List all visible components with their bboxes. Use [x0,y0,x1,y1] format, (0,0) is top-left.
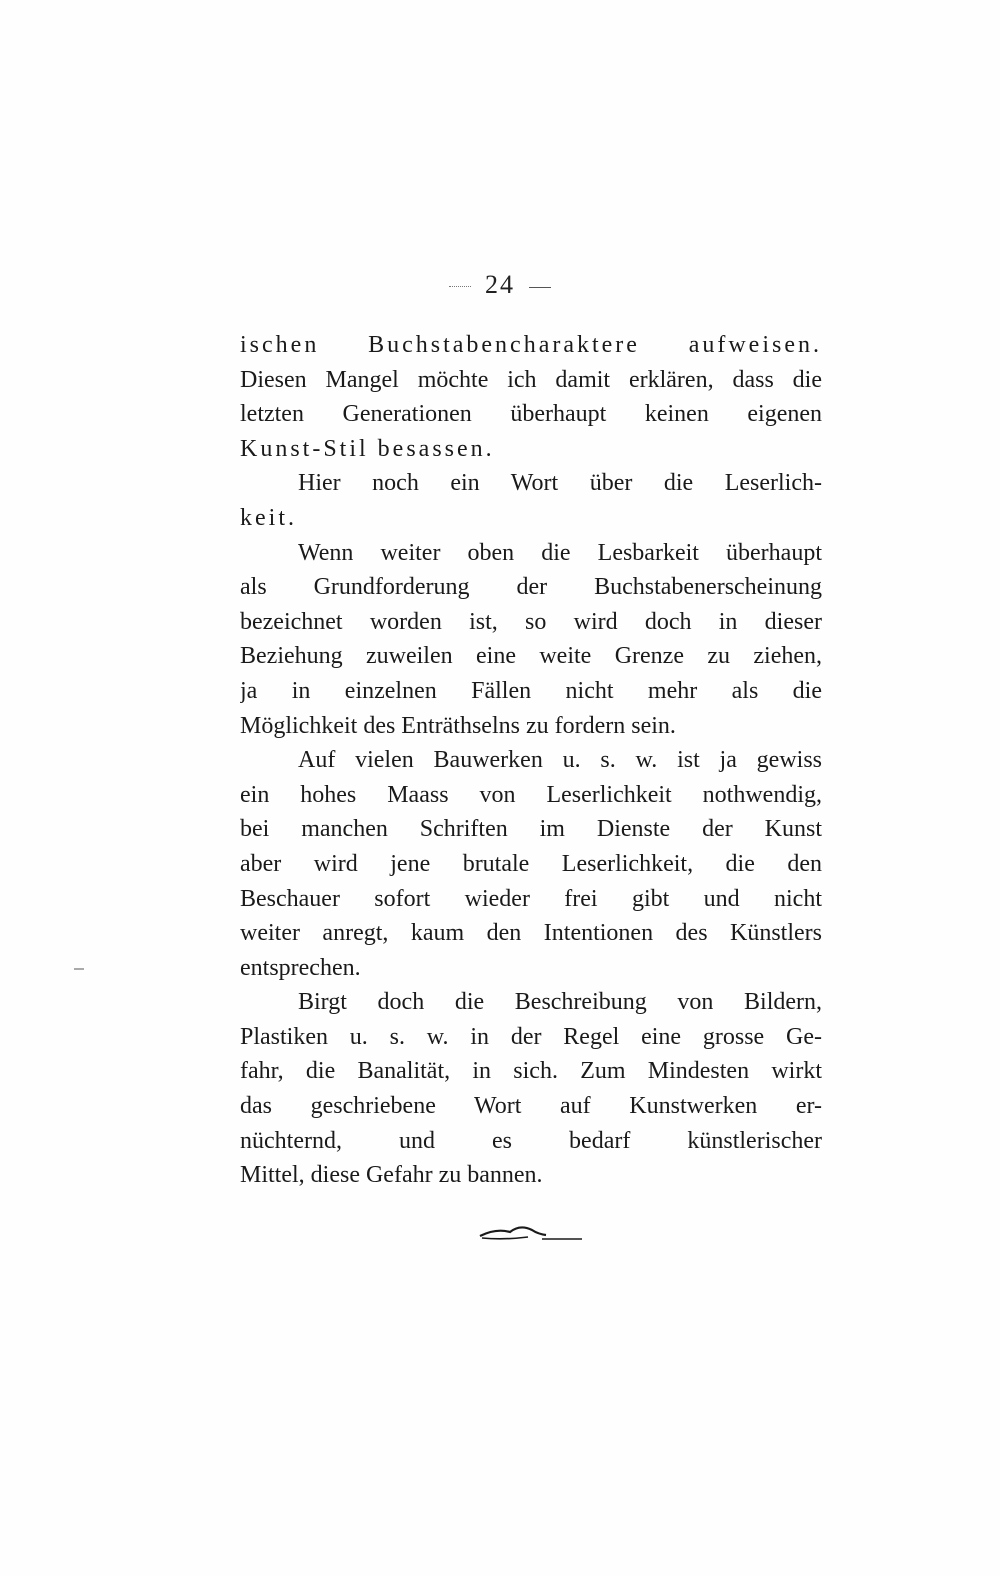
text-line: das geschriebene Wort auf Kunstwerken er- [240,1093,822,1120]
text-line: bei manchen Schriften im Dienste der Kunst [240,816,822,843]
text-line: Beschauer sofort wieder frei gibt und nicht [240,885,822,912]
text-line: Mittel, diese Gefahr zu bannen. [240,1162,543,1189]
text-line: aber wird jene brutale Leserlichkeit, die den [240,850,822,877]
text-line: ein hohes Maass von Leserlichkeit nothwendig, [240,781,822,808]
text-line: Beziehung zuweilen eine weite Grenze zu ziehen, [240,643,822,670]
body-text [240,328,822,1193]
text-line: Hier noch ein Wort über die Leserlich- [298,470,822,497]
margin-speck [74,968,84,970]
text-line: Auf vielen Bauwerken u. s. w. ist ja gewiss [298,747,822,774]
text-line: letzten Generationen überhaupt keinen eigenen [240,401,822,428]
text-line: Plastiken u. s. w. in der Regel eine grosse Ge- [240,1023,822,1050]
left-dash-ornament [449,286,471,288]
text-line: ischen Buchstabencharaktere aufweisen. [240,332,822,358]
text-line: entsprechen. [240,954,361,981]
text-line: ja in einzelnen Fällen nicht mehr als die [240,677,822,704]
text-line: Möglichkeit des Enträthselns zu fordern sein. [240,712,676,739]
end-ornament-icon [476,1218,586,1246]
text-line: Diesen Mangel möchte ich damit erklären, dass die [240,366,822,393]
text-line: keit. [240,504,297,531]
text-line: nüchternd, und es bedarf künstlerischer [240,1127,822,1154]
text-line: fahr, die Banalität, in sich. Zum Mindesten wirkt [240,1058,822,1085]
text-line: als Grundforderung der Buchstabenerscheinung [240,574,822,601]
text-line: bezeichnet worden ist, so wird doch in dieser [240,608,822,635]
text-line: Birgt doch die Beschreibung von Bildern, [298,989,822,1016]
text-line: weiter anregt, kaum den Intentionen des Künstlers [240,920,822,947]
right-dash-ornament [529,287,551,288]
text-line: Kunst-Stil besassen. [240,435,495,462]
page-number-header [0,270,1000,300]
text-line: Wenn weiter oben die Lesbarkeit überhaupt [298,539,822,566]
page-number: 24 [485,270,515,299]
